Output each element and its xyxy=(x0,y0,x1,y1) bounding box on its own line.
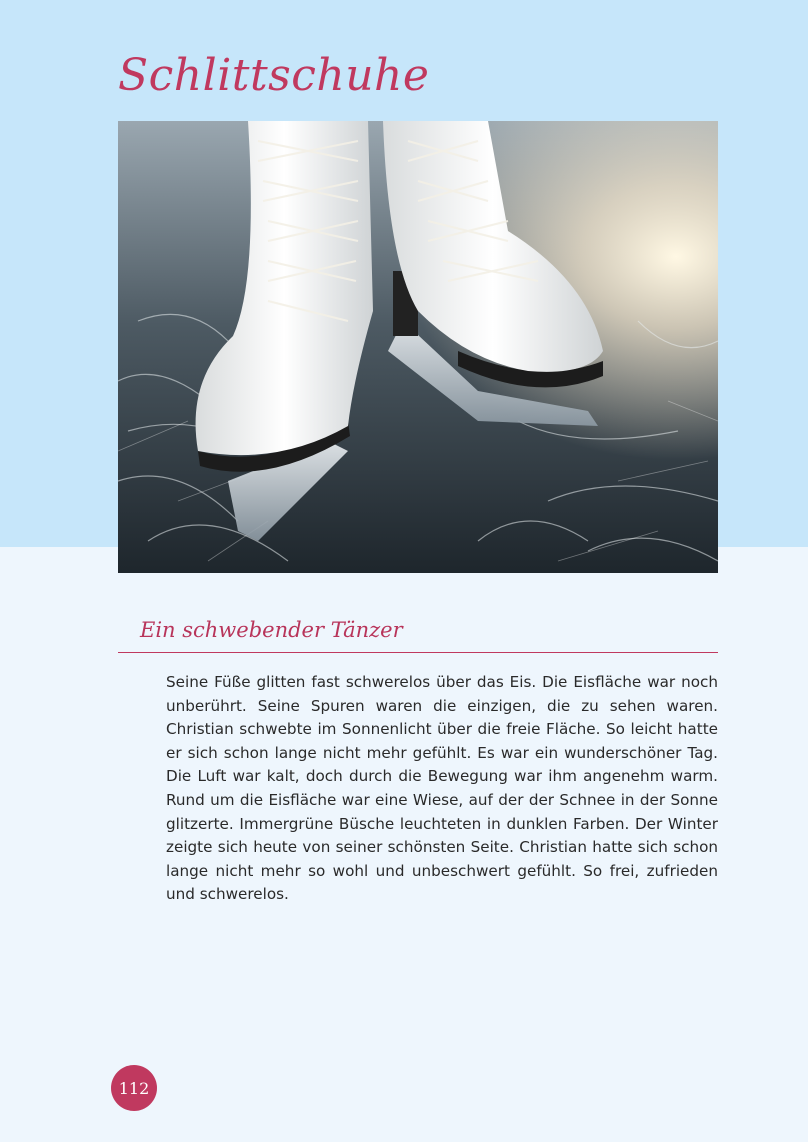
page-number-badge: 112 xyxy=(111,1065,157,1111)
section-heading: Ein schwebender Tänzer xyxy=(140,618,403,642)
heading-divider xyxy=(118,652,718,653)
body-paragraph: Seine Füße glitten fast schwerelos über das Eis. Die Eisfläche war noch unberührt. Seine Spuren waren die einzigen, die zu sehen waren. Christian schwebte im Sonnenlicht über die freie Fläche. So leicht hatte er sich schon lange nicht mehr gefühlt. Es war ein wunderschöner Tag. Die Luft war kalt, doch durch die Bewegung war ihm angenehm warm. Rund um die Eisfläche war eine Wiese, auf der der Schnee in der Sonne glitzerte. Immergrüne Büsche leuchteten in dunklen Farben. Der Winter zeigte sich heute von seiner schönsten Seite. Christian hatte sich schon lange nicht mehr so wohl und unbeschwert gefühlt. So frei, zufrieden und schwerelos. xyxy=(166,673,718,904)
page-title: Schlittschuhe xyxy=(118,50,430,101)
ice-skates-photo xyxy=(118,121,718,573)
